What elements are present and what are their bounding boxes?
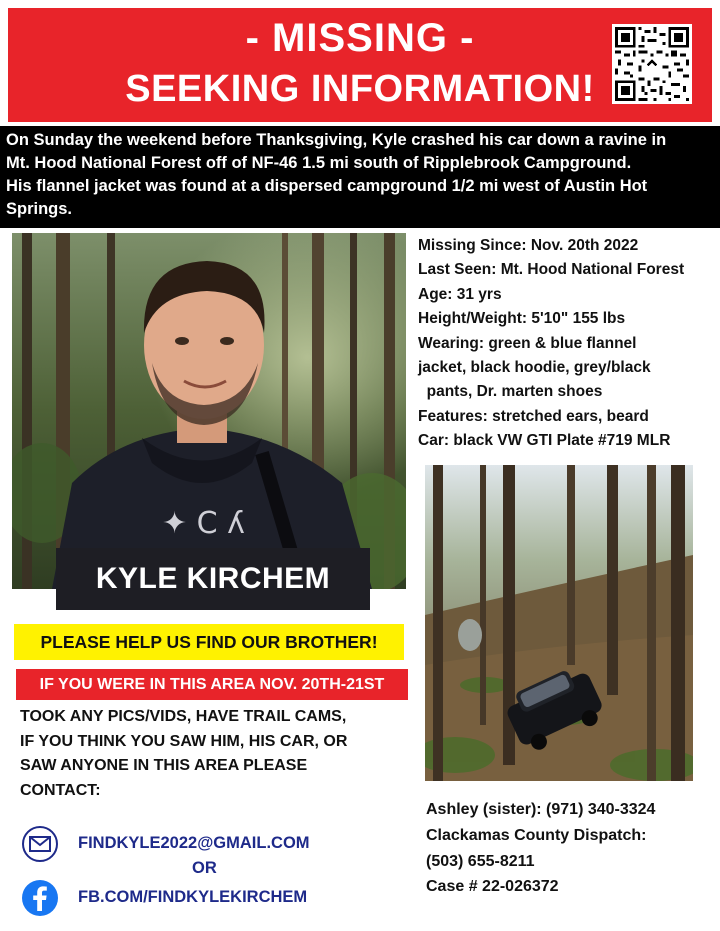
area-banner: IF YOU WERE IN THIS AREA NOV. 20TH-21ST [16,669,408,700]
detail-line: pants, Dr. marten shoes [418,383,603,401]
crash-scene-photo [425,465,693,781]
intro-line: His flannel jacket was found at a dispersed campground 1/2 mi west of Austin Hot [6,177,648,195]
contact-numbers [426,797,716,900]
detail-line: jacket, black hoodie, grey/black [418,359,651,377]
contact-line: Ashley (sister): (971) 340-3324 [426,801,656,818]
detail-line: Last Seen: Mt. Hood National Forest [418,261,685,279]
detail-line: Missing Since: Nov. 20th 2022 [418,237,639,254]
missing-banner [8,8,712,122]
detail-line: Features: stretched ears, beard [418,407,649,425]
help-banner: PLEASE HELP US FIND OUR BROTHER! [14,624,404,660]
intro-line: On Sunday the weekend before Thanksgiving, Kyle crashed his car down a ravine in [6,131,667,149]
missing-person-photo [12,233,406,589]
svg-text:✦ C ʎ: ✦ C ʎ [162,506,245,541]
banner-subtitle: SEEKING INFORMATION! [125,68,595,110]
intro-line: Springs. [6,200,73,218]
detail-line: Car: black VW GTI Plate #719 MLR [418,432,671,450]
person-details [418,234,718,454]
request-line: SAW ANYONE IN THIS AREA PLEASE [20,757,308,775]
facebook-icon [20,878,60,918]
detail-line: Height/Weight: 5'10" 155 lbs [418,310,626,328]
detail-line: Wearing: green & blue flannel [418,334,637,352]
contact-line: (503) 655-8211 [426,852,535,870]
email-link[interactable]: FINDKYLE2022@GMAIL.COM [78,834,310,852]
facebook-contact[interactable] [20,878,420,918]
request-line: TOOK ANY PICS/VIDS, HAVE TRAIL CAMS, [20,708,347,725]
intro-line: Mt. Hood National Forest off of NF-46 1.5 mi south of Ripplebrook Campground. [6,154,632,172]
detail-line: Age: 31 yrs [418,285,502,303]
contact-request [20,705,410,803]
incident-description [0,126,720,228]
person-name: KYLE KIRCHEM [56,548,370,610]
request-line: CONTACT: [20,781,101,799]
email-contact[interactable] [20,824,420,864]
banner-title: - MISSING - [245,16,475,60]
contact-line: Clackamas County Dispatch: [426,826,647,844]
facebook-link[interactable]: FB.COM/FINDKYLEKIRCHEM [78,888,308,906]
qr-code-icon[interactable] [612,24,692,104]
or-label: OR [192,859,217,877]
request-line: IF YOU THINK YOU SAW HIM, HIS CAR, OR [20,732,348,750]
envelope-icon [20,824,60,864]
contact-line: Case # 22-026372 [426,878,559,896]
